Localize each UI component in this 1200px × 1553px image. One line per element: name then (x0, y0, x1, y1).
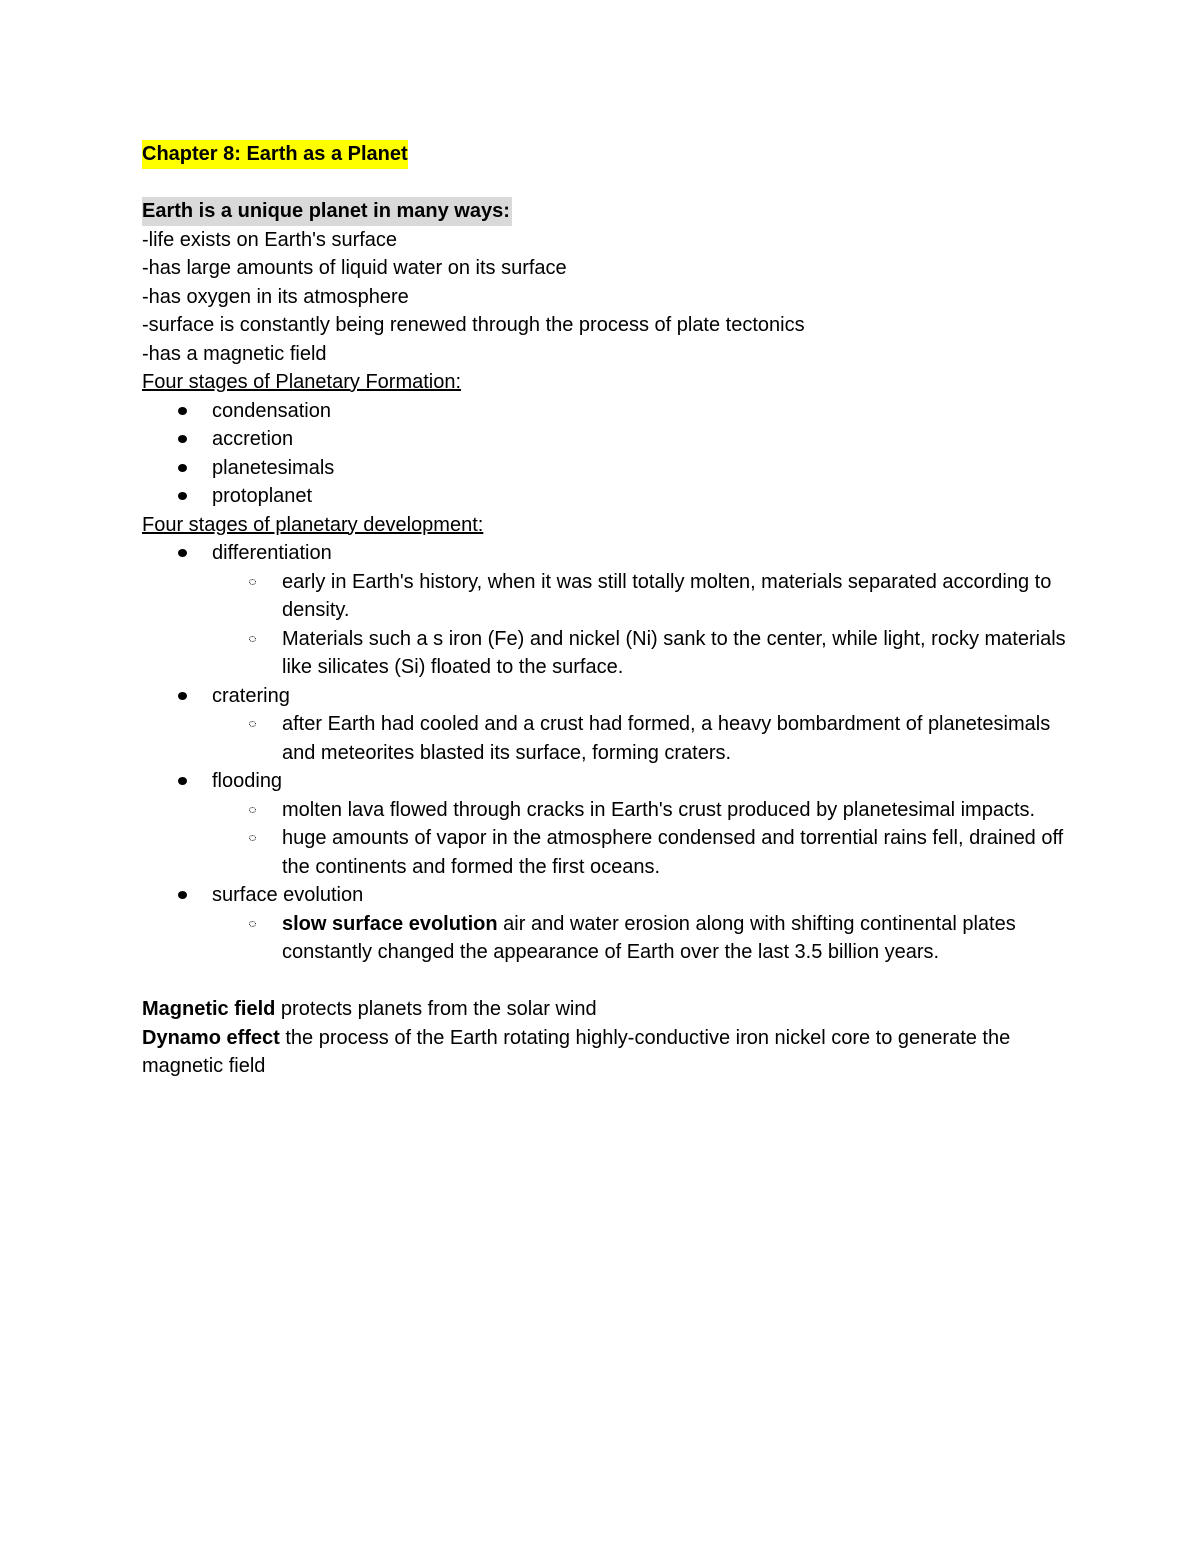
stage-detail: after Earth had cooled and a crust had formed, a heavy bombardment of planetesimals and meteorites blasted its surface, forming craters. (282, 713, 1051, 764)
sub-bullet-icon (249, 636, 256, 642)
list-item (142, 454, 1072, 483)
sub-list-item (212, 824, 1072, 881)
chapter-title: Chapter 8: Earth as a Planet (142, 140, 408, 169)
sub-list (212, 568, 1072, 682)
unique-point: -has a magnetic field (142, 342, 327, 365)
stage-detail: early in Earth's history, when it was still totally molten, materials separated according to density. (282, 570, 1052, 621)
formation-item: condensation (212, 399, 331, 422)
list-item (142, 425, 1072, 454)
list-item (142, 682, 1072, 768)
unique-point: -surface is constantly being renewed through the process of plate tectonics (142, 314, 805, 336)
magnetic-definition (142, 995, 1072, 1024)
stage-detail: air and water erosion along with shifting continental plates constantly changed the appearance of Earth over the last 3.5 billion years. (282, 912, 1016, 963)
sub-list-item (212, 710, 1072, 767)
stage-detail: molten lava flowed through cracks in Earth's crust produced by planetesimal impacts. (282, 798, 1036, 821)
formation-item: planetesimals (212, 456, 335, 479)
formation-item: accretion (212, 428, 294, 450)
stage-label: cratering (212, 684, 290, 707)
dynamo-term: Dynamo effect (142, 1026, 280, 1049)
stage-label: surface evolution (212, 884, 364, 906)
formation-item: protoplanet (212, 485, 313, 507)
sub-list (212, 710, 1072, 767)
stage-detail-term: slow surface evolution (282, 912, 498, 935)
list-item (142, 539, 1072, 682)
formation-heading-line (142, 368, 1072, 397)
bullet-icon (178, 407, 187, 415)
development-heading: Four stages of planetary development: (142, 513, 484, 536)
development-list (142, 539, 1072, 967)
bullet-icon (178, 464, 187, 472)
sub-bullet-icon (249, 835, 256, 841)
sub-bullet-icon (249, 807, 256, 813)
sub-list-item (212, 910, 1072, 967)
sub-bullet-icon (249, 921, 256, 927)
sub-list (212, 796, 1072, 882)
list-item (142, 767, 1072, 881)
bullet-icon (178, 492, 187, 500)
sub-bullet-icon (249, 579, 256, 585)
bullet-icon (178, 549, 187, 557)
list-item (142, 881, 1072, 967)
unique-heading: Earth is a unique planet in many ways: (142, 197, 512, 226)
dynamo-definition (142, 1024, 1052, 1081)
spacer (142, 967, 1072, 996)
unique-point: -has large amounts of liquid water on its surface (142, 257, 567, 279)
unique-point: -has oxygen in its atmosphere (142, 285, 409, 308)
formation-heading: Four stages of Planetary Formation: (142, 371, 462, 393)
bullet-icon (178, 777, 187, 785)
stage-label: differentiation (212, 542, 332, 564)
dynamo-text: the process of the Earth rotating highly-conductive iron nickel core to generate the magnetic field (142, 1026, 1011, 1077)
stage-detail: huge amounts of vapor in the atmosphere condensed and torrential rains fell, drained off the continents and formed the first oceans. (282, 827, 1064, 878)
magnetic-term: Magnetic field (142, 998, 276, 1020)
spacer (142, 169, 1072, 198)
sub-list-item (212, 568, 1072, 625)
stage-detail: Materials such a s iron (Fe) and nickel (Ni) sank to the center, while light, rocky materials like silicates (Si) floated to the surface. (282, 627, 1066, 678)
bullet-icon (178, 891, 187, 899)
stage-label: flooding (212, 770, 283, 792)
sub-list (212, 910, 1072, 967)
list-item (142, 482, 1072, 511)
unique-point: -life exists on Earth's surface (142, 228, 398, 251)
development-heading-line (142, 511, 1072, 540)
sub-list-item (212, 796, 1072, 825)
magnetic-text: protects planets from the solar wind (275, 998, 597, 1020)
sub-bullet-icon (249, 721, 256, 727)
chapter-title-line (142, 140, 1072, 169)
document-page (142, 140, 1072, 1081)
bullet-icon (178, 692, 187, 700)
formation-list (142, 397, 1072, 511)
list-item (142, 397, 1072, 426)
unique-heading-line (142, 197, 1072, 226)
bullet-icon (178, 435, 187, 443)
sub-list-item (212, 625, 1072, 682)
